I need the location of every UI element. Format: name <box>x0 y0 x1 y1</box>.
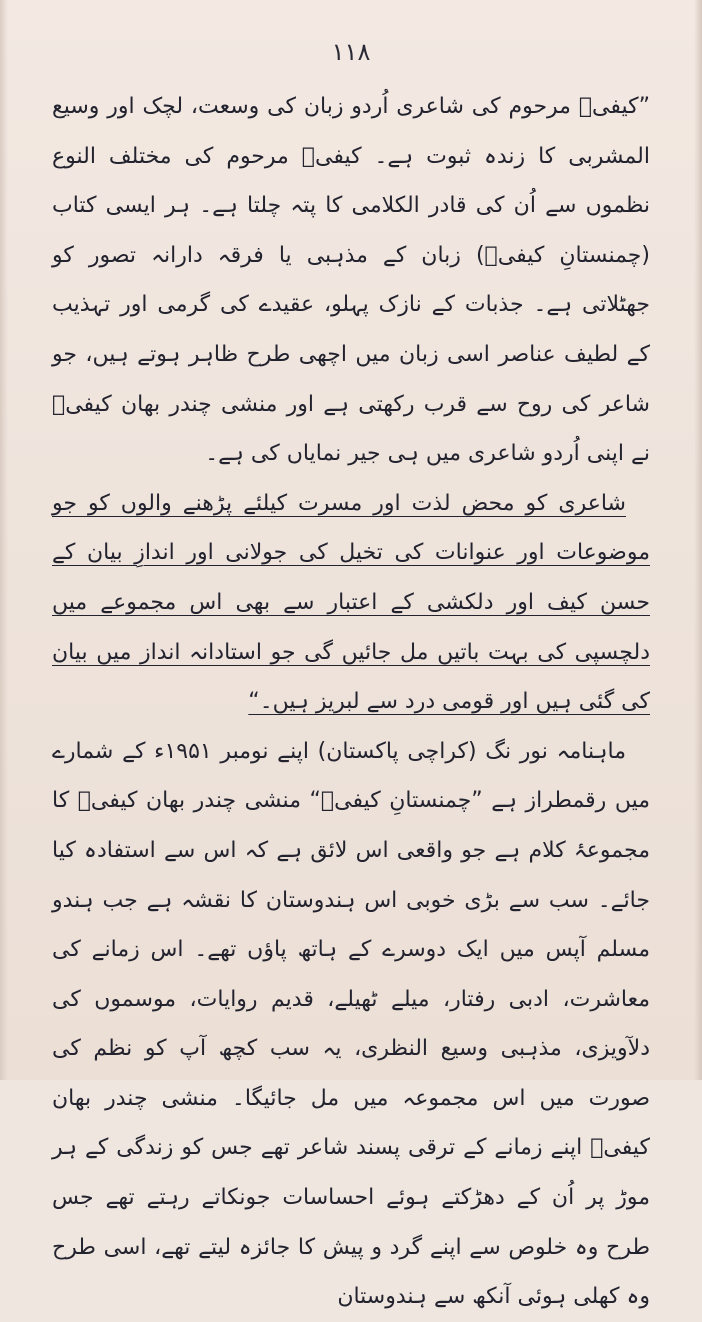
page-right-edge <box>694 0 702 1080</box>
paragraph-naurang-magazine: ماہنامہ نور نگ (کراچی پاکستان) اپنے نومبر ۱۹۵۱ء کے شمارے میں رقمطراز ہے ”چمنستانِ کیفیؔ“ منشی چندر بھان کیفیؔ کا مجموعۂ کلام ہے جو واقعی اس لائق ہے کہ اس سے استفادہ کیا جائے۔ سب سے بڑی خوبی اس ہندوستان کا نقشہ ہے جب ہندو مسلم آپس میں ایک دوسرے کے ہاتھ پاؤں تھے۔ اس زمانے کی معاشرت، ادبی رفتار، میلے ٹھیلے، قدیم روایات، موسموں کی دلآویزی، مذہبی وسیع النظری، یہ سب کچھ آپ کو نظم کی صورت میں اس مجموعہ میں مل جائیگا۔ منشی چندر بھان کیفیؔ اپنے زمانے کے ترقی پسند شاعر تھے جس کو زندگی کے ہر موڑ پر اُن کے دھڑکتے ہوئے احساسات جونکاتے رہتے تھے جس طرح وہ خلوص سے اپنے گرد و پیش کا جائزہ لیتے تھے، اسی طرح وہ کھلی ہوئی آنکھ سے ہندوستان <box>52 738 650 1310</box>
paragraph-poetry-readers <box>52 479 650 727</box>
paragraph-poetry-readers-text: شاعری کو محض لذت اور مسرت کیلئے پڑھنے والوں کو جو موضوعات اور عنوانات کی تخیل کی جولانی اور اندازِ بیان کے حسن کیف اور دلکشی کے اعتبار سے بھی اس مجموعے میں دلچسپی کی بہت باتیں مل جائیں گی جو استادانہ انداز میں بیان کی گئی ہیں اور قومی درد سے لبریز ہیں۔“ <box>52 490 650 715</box>
paragraph-kaifi-review: ”کیفیؔ مرحوم کی شاعری اُردو زبان کی وسعت، لچک اور وسیع المشربی کا زندہ ثبوت ہے۔ کیفیؔ مرحوم کی مختلف النوع نظموں سے اُن کی قادر الکلامی کا پتہ چلتا ہے۔ ہر ایسی کتاب (چمنستانِ کیفیؔ) زبان کے مذہبی یا فرقہ دارانہ تصور کو جھٹلاتی ہے۔ جذبات کے نازک پہلو، عقیدے کی گرمی اور تہذیب کے لطیف عناصر اسی زبان میں اچھی طرح ظاہر ہوتے ہیں، جو شاعر کی روح سے قرب رکھتی ہے اور منشی چندر بھان کیفیؔ نے اپنی اُردو شاعری میں ہی جیر نمایاں کی ہے۔ <box>52 94 650 467</box>
body-text <box>52 82 650 1322</box>
page-left-edge <box>0 0 8 1080</box>
page-number: ۱۱۸ <box>331 38 371 66</box>
